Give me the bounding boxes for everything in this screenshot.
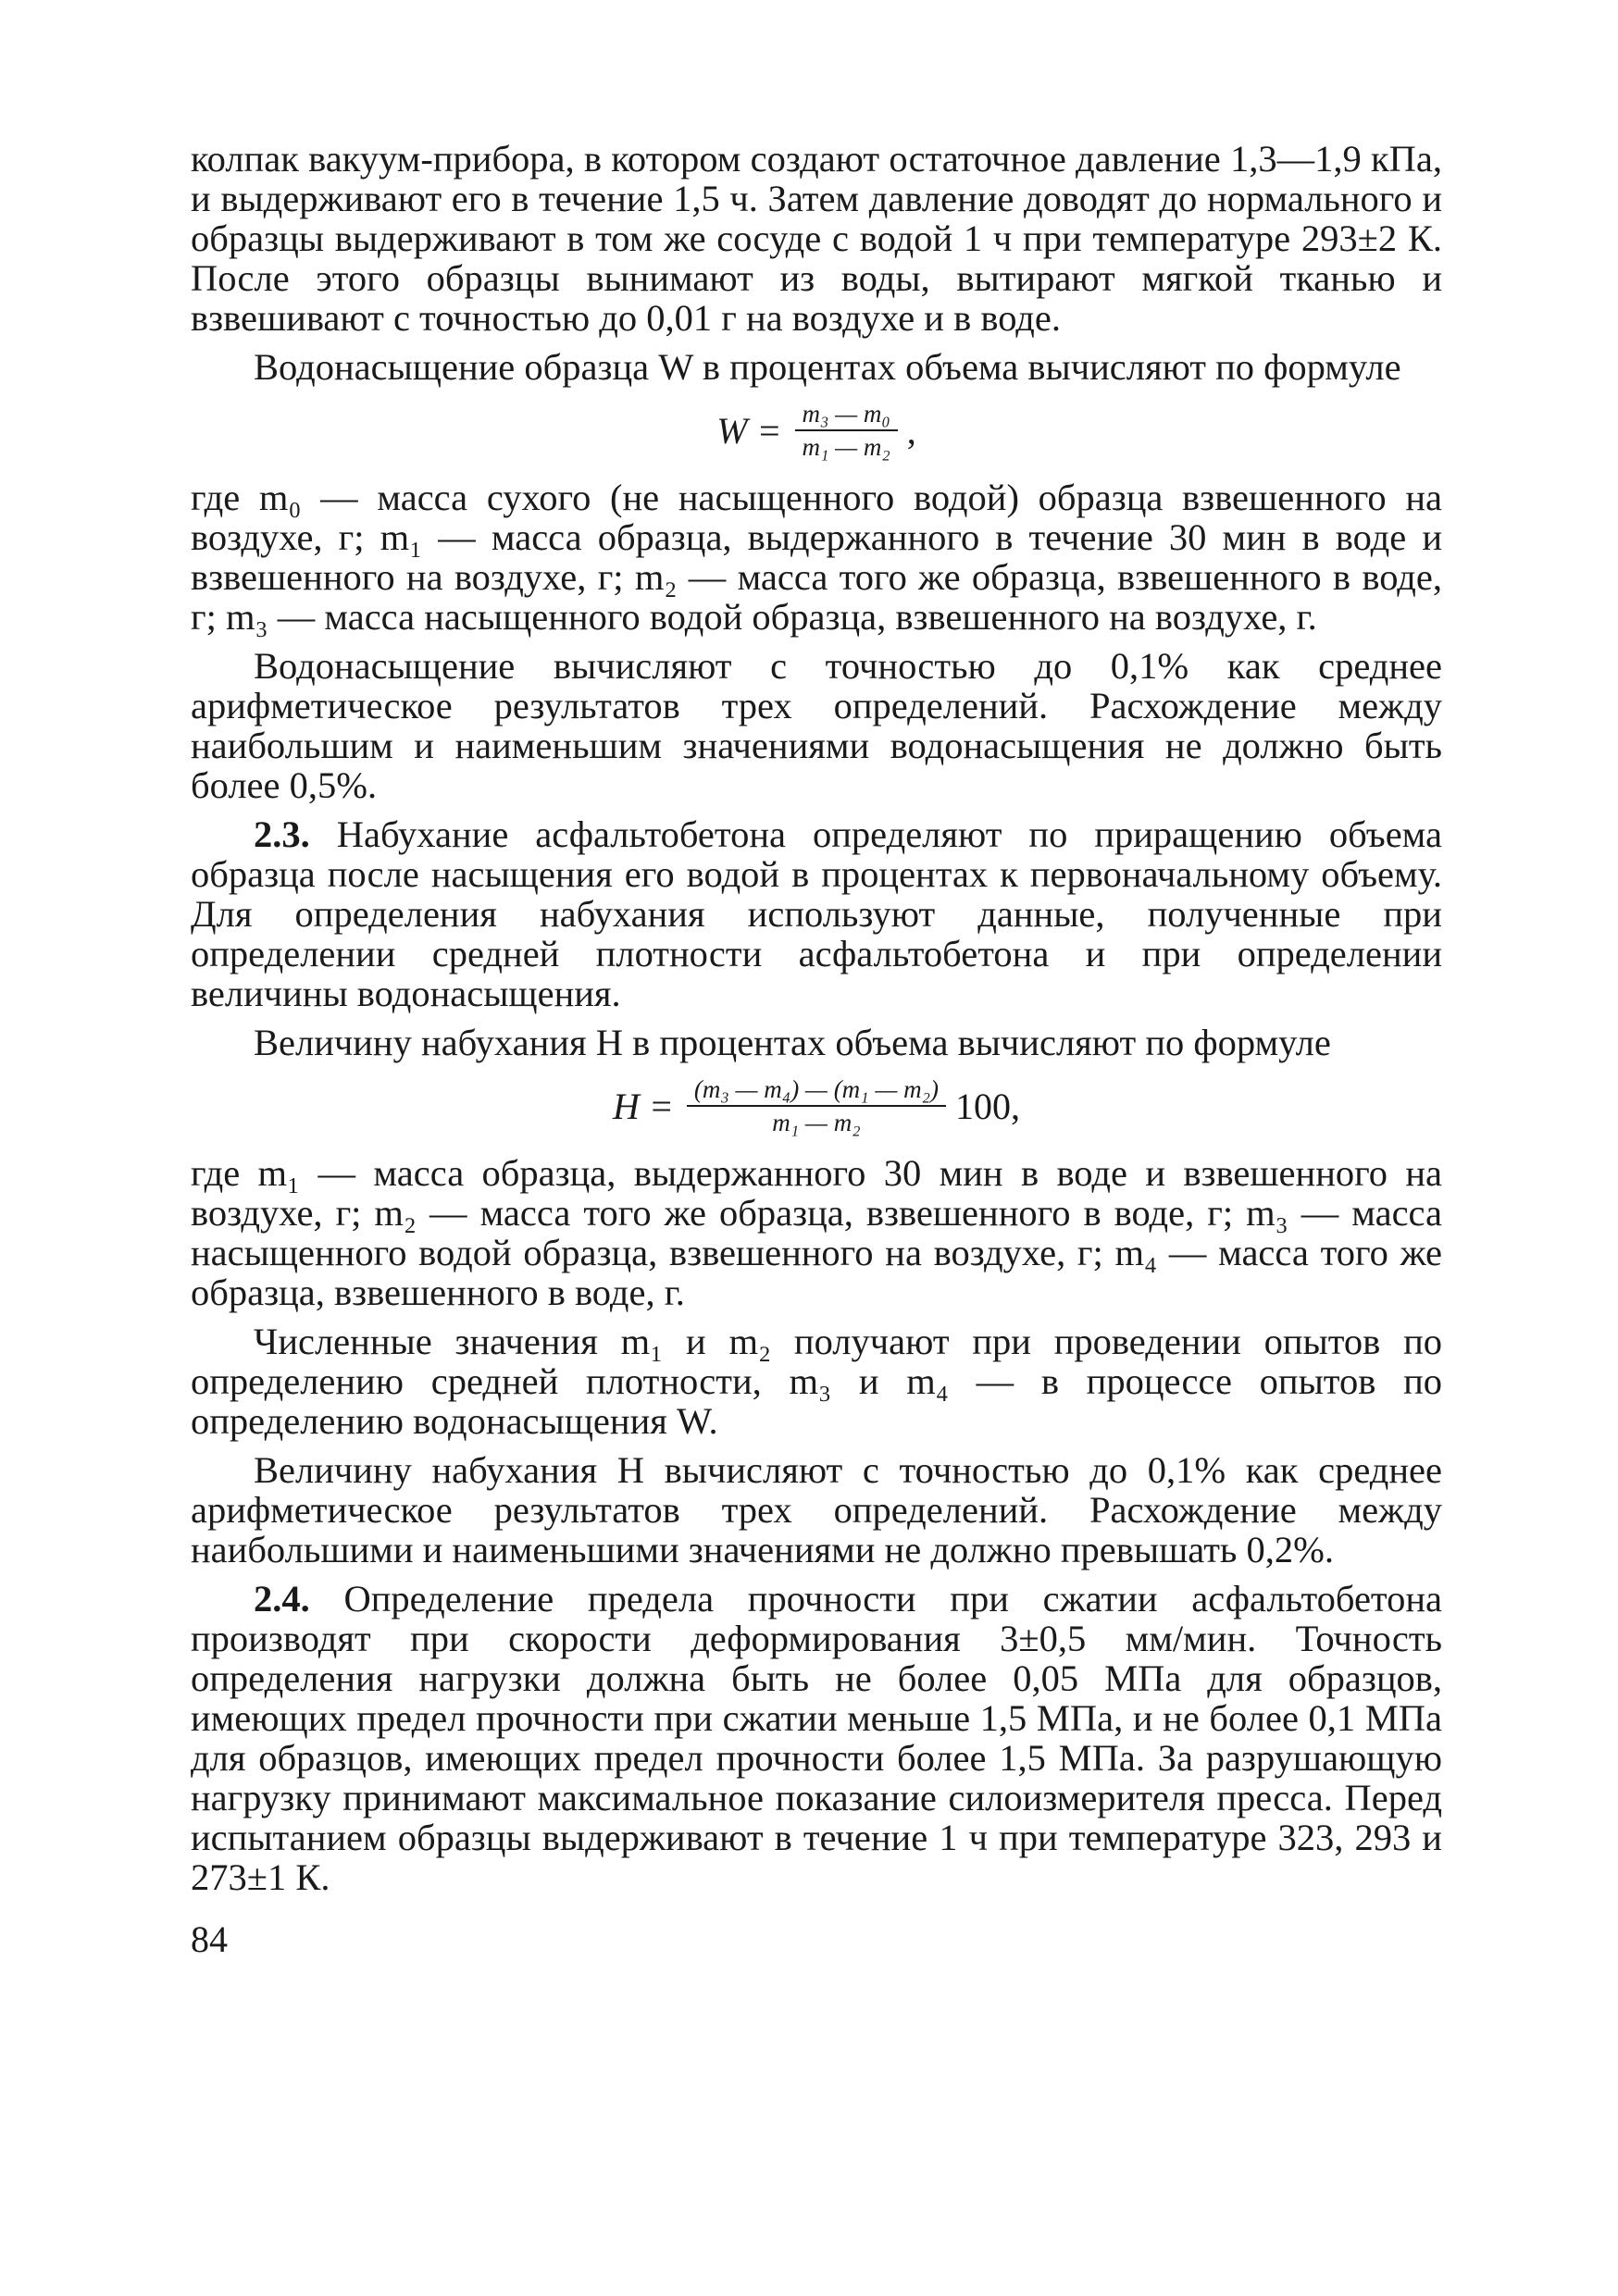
paragraph-swelling [191,814,1442,1013]
formula-swelling [191,1075,1442,1136]
paragraph-h-precision: Величину набухания H вычисляют с точностью до 0,1% как среднее арифметическое результатов трех определений. Расхождение между наибольшими и наименьшими значениями не должно превышать 0,2%. [191,1449,1442,1570]
formula-w-numerator: m₃ — m₀ [802,400,890,428]
formula-w-tail: , [906,409,916,452]
formula-h-lhs: H = [613,1085,674,1127]
formula-h-tail: 100, [954,1085,1020,1127]
page-number: 84 [191,1918,228,1960]
formula-h-fraction [687,1075,946,1136]
formula-h-numerator: (m₃ — m₄) — (m₁ — m₂) [693,1075,939,1103]
formula-water-saturation [191,400,1442,461]
formula-h-denominator: m₁ — m₂ [772,1109,861,1136]
document-page [191,139,1442,1961]
paragraph-swelling-text: Набухание асфальтобетона определяют по приращению объема образца после насыщения его водой в процентах к первоначальному объему. Для определения набухания используют данные, полученные при определении средней плотности асфальтобетона и при определении величины водонасыщения. [191,813,1442,1014]
paragraph-w-variables: где m₀ — масса сухого (не насыщенного водой) образца взвешенного на воздухе, г; m₁ — масса образца, выдержанного в течение 30 мин в воде и взвешенного на воздухе, г; m₂ — масса того же образца, взвешенного в воде, г; m₃ — масса насыщенного водой образца, взвешенного на воздухе, г. [191,477,1442,638]
paragraph-w-precision: Водонасыщение вычисляют с точностью до 0,1% как среднее арифметическое результатов трех определений. Расхождение между наибольшим и наименьшим значениями водонасыщения не должно быть более 0,5%. [191,645,1442,806]
formula-w-lhs: W = [716,409,782,452]
section-number-2-4: 2.4. [254,1578,310,1620]
formula-w-fraction [795,400,898,461]
formula-w-denominator: m₁ — m₂ [802,433,890,461]
paragraph-h-variables: где m₁ — масса образца, выдержанного 30 мин в воде и взвешенного на воздухе, г; m₂ — масса того же образца, взвешенного в воде, г; m₃ — масса насыщенного водой образца, взвешенного на воздухе, г; m₄ — масса того же образца, взвешенного в воде, г. [191,1152,1442,1313]
section-number-2-3: 2.3. [254,813,310,855]
paragraph-water-saturation-intro: Водонасыщение образца W в процентах объема вычисляют по формуле [254,346,1401,388]
paragraph-swelling-formula-intro: Величину набухания H в процентах объема вычисляют по формуле [254,1022,1331,1063]
paragraph-numeric-values: Численные значения m₁ и m₂ получают при проведении опытов по определению средней плотности, m₃ и m₄ — в процессе опытов по определению водонасыщения W. [191,1321,1442,1442]
paragraph-vacuum-procedure: колпак вакуум-прибора, в котором создают остаточное давление 1,3—1,9 кПа, и выдерживают его в течение 1,5 ч. Затем давление доводят до нормального и образцы выдерживают в том же сосуде с водой 1 ч при температуре 293±2 К. После этого образцы вынимают из воды, вытирают мягкой тканью и взвешивают с точностью до 0,01 г на воздухе и в воде. [191,138,1442,339]
paragraph-compression-text: Определение предела прочности при сжатии асфальтобетона производят при скорости деформирования 3±0,5 мм/мин. Точность определения нагрузки должна быть не более 0,05 МПа для образцов, имеющих предел прочности при сжатии меньше 1,5 МПа, и не более 0,1 МПа для образцов, имеющих предел прочности более 1,5 МПа. За разрушающую нагрузку принимают максимальное показание силоизмерителя пресса. Перед испытанием образцы выдерживают в течение 1 ч при температуре 323, 293 и 273±1 К. [191,1578,1442,1898]
paragraph-compression [191,1579,1442,1897]
